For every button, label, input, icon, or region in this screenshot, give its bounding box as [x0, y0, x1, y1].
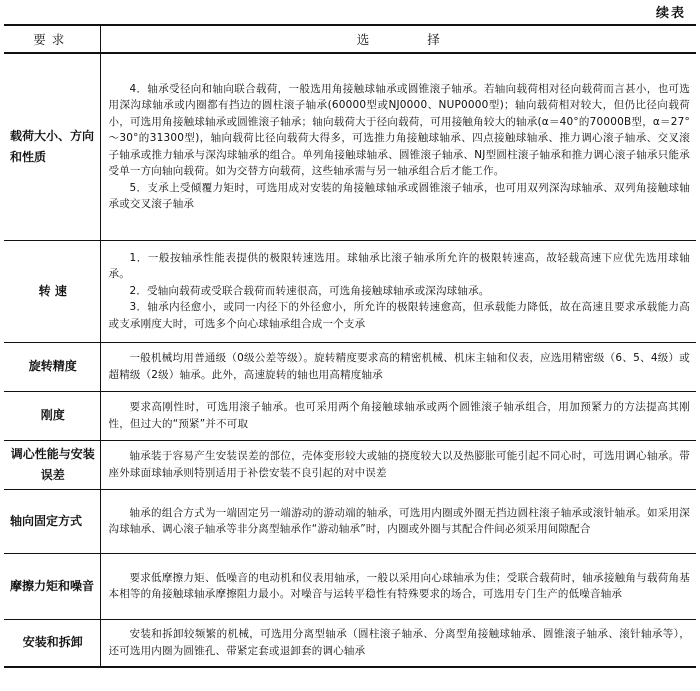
paragraph: 2．受轴向载荷或受联合载荷而转速很高，可选角接触球轴承或深沟球轴承。: [129, 284, 490, 297]
table-row-alignment: [4, 440, 696, 489]
paragraph: 1．一般按轴承性能表提供的极限转速选用。球轴承比滚子轴承所允许的极限转速高，故轻载高速下应优先选用球轴承。: [108, 251, 690, 281]
table-row-load: [4, 53, 696, 240]
paragraph: 3．轴承内径愈小，或同一内径下的外径愈小，所允许的极限转速愈高，但承载能力降低，故在高速且要求承载能力高或支承刚度大时，可选多个向心球轴承组合成一个支承: [108, 301, 690, 330]
row-content-alignment: [100, 440, 696, 489]
row-content-mounting: [100, 619, 696, 667]
row-content-load: [100, 53, 696, 240]
paragraph: 4．轴承受径向和轴向联合载荷，一般选用角接触球轴承或圆锥滚子轴承。若轴向载荷相对径向载荷而言甚小，也可选用深沟球轴承或内圈都有挡边的圆柱滚子轴承(60000型或NJ0000、NUP0000型)；轴向载荷相对较大，但仍比径向载荷小，可选用角接触球轴承或圆锥滚子轴承；轴向载荷大于径向载荷，可用接触角较大的轴承(α＝40°的70000B型，α＝27°～30°的31300型)，轴向载荷比径向载荷大得多，可选推力角接触球轴承、四点接触球轴承、推力调心滚子轴承、交叉滚子轴承或推力轴承与深沟球轴承的组合。单列角接触球轴承、圆锥滚子轴承、NJ型圆柱滚子轴承和推力调心滚子轴承只能承受单一方向轴向载荷。如为交替方向载荷，这些轴承需与另一轴承组合后才能工作。: [108, 82, 690, 178]
table-row-mounting: [4, 619, 696, 667]
continued-label: 续表: [655, 6, 686, 21]
table-row-accuracy: [4, 342, 696, 391]
bearing-selection-table: [4, 24, 696, 668]
row-content-axial-fixing: [100, 489, 696, 553]
paragraph: 一般机械均用普通级（0级公差等级）。旋转精度要求高的精密机械、机床主轴和仪表，应选用精密级（6、5、4级）或超精级（2级）轴承。此外，高速旋转的轴也用高精度轴承: [108, 352, 690, 381]
row-content-rigidity: [100, 391, 696, 440]
row-content-friction-noise: [100, 553, 696, 619]
paragraph: 轴承的组合方式为一端固定另一端游动的游动端的轴承，可选用内圈或外圈无挡边圆柱滚子轴承或滚针轴承。如采用深沟球轴承、调心滚子轴承等非分离型轴承作“游动轴承”时，内圈或外圈与其配合件间必须采用间隙配合: [108, 506, 690, 535]
header-selection: 选择: [100, 25, 696, 53]
row-label-load: 载荷大小、方向和性质: [4, 53, 100, 240]
row-content-accuracy: [100, 342, 696, 391]
paragraph: 安装和拆卸较频繁的机械，可选用分离型轴承（圆柱滚子轴承、分离型角接触球轴承、圆锥滚子轴承、滚针轴承等），还可选用内圈为圆锥孔、带紧定套或退卸套的调心轴承: [108, 628, 690, 657]
table-row-axial-fixing: [4, 489, 696, 553]
table-header-row: [4, 25, 696, 53]
paragraph: 要求高刚性时，可选用滚子轴承。也可采用两个角接触球轴承或两个圆锥滚子轴承组合，用加预紧力的方法提高其刚性，但过大的“预紧”并不可取: [108, 401, 690, 430]
table-row-speed: [4, 240, 696, 342]
row-label-alignment: 调心性能与安装误差: [4, 440, 100, 489]
row-label-friction-noise: 摩擦力矩和噪音: [4, 553, 100, 619]
row-content-speed: [100, 240, 696, 342]
paragraph: 要求低摩擦力矩、低噪音的电动机和仪表用轴承，一般以采用向心球轴承为佳；受联合载荷时，轴承接触角与载荷角基本相等的角接触球轴承摩擦阻力最小。对噪音与运转平稳性有特殊要求的场合，可选用专门生产的低噪音轴承: [108, 571, 690, 600]
row-label-accuracy: 旋转精度: [4, 342, 100, 391]
row-label-axial-fixing: 轴向固定方式: [4, 489, 100, 553]
paragraph: 5．支承上受倾覆力矩时，可选用成对安装的角接触球轴承或圆锥滚子轴承，也可用双列深沟球轴承、双列角接触球轴承或交叉滚子轴承: [108, 181, 690, 211]
row-label-speed: 转 速: [4, 240, 100, 342]
header-requirement: 要求: [4, 25, 100, 53]
table-row-rigidity: [4, 391, 696, 440]
row-label-rigidity: 刚度: [4, 391, 100, 440]
paragraph: 轴承装于容易产生安装误差的部位，壳体变形较大或轴的挠度较大以及热膨胀可能引起不同心时，可选用调心轴承。带座外球面球轴承则特别适用于补偿安装不良引起的对中误差: [108, 450, 690, 479]
row-label-mounting: 安装和拆卸: [4, 619, 100, 667]
table-row-friction-noise: [4, 553, 696, 619]
